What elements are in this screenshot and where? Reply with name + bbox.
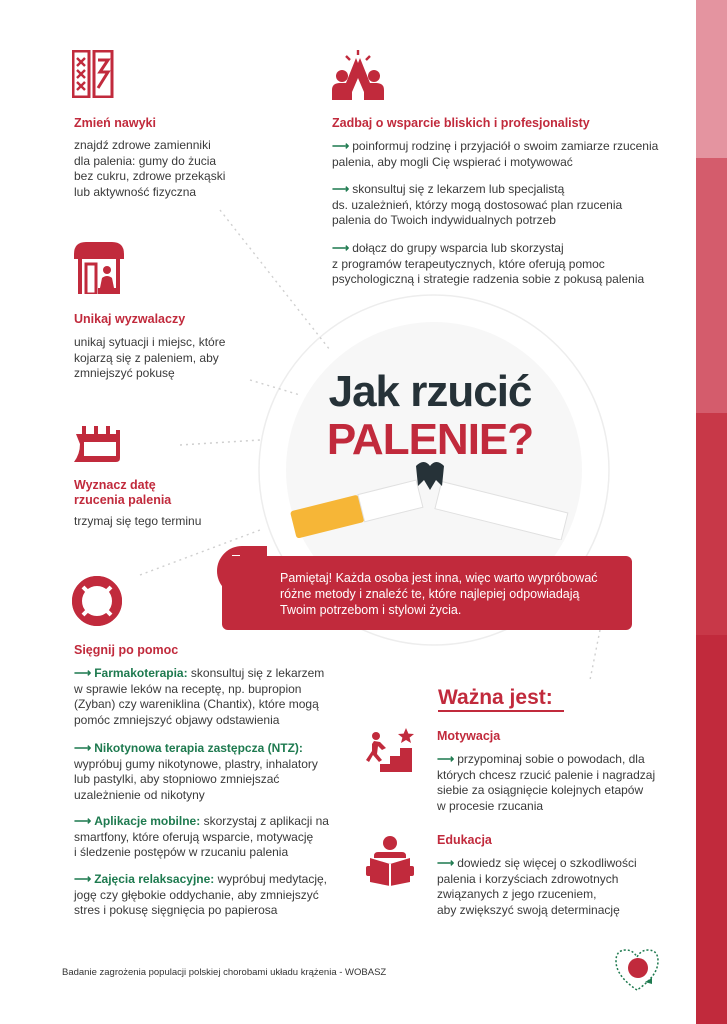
education-heading: Edukacja: [437, 833, 492, 847]
help-item-title: Nikotynowa terapia zastępcza (NTZ):: [94, 741, 303, 755]
broken-cigarette-icon: [286, 458, 576, 540]
info-line: różne metody i znaleźć te, które najlepiej odpowiadają: [280, 587, 580, 601]
motivation-text: [437, 752, 655, 814]
help-line: [74, 872, 327, 888]
high-five-icon: [330, 50, 386, 100]
habits-line: dla palenia: gumy do żucia: [74, 153, 217, 168]
help-line: (Zyban) czy wareniklina (Chantix), które mogą: [74, 697, 319, 711]
info-box: [222, 556, 632, 630]
motivation-line: których chcesz rzucić palenie i nagradzaj: [437, 767, 656, 782]
help-line: wypróbuj gumy nikotynowe, plastry, inhalatory: [74, 756, 318, 771]
sidebar-band-2: [696, 158, 727, 413]
date-heading-line: Wyznacz datę: [74, 478, 156, 492]
lifebuoy-icon: [72, 576, 122, 626]
date-text: trzymaj się tego terminu: [74, 514, 202, 528]
support-item-2: [332, 182, 622, 229]
help-item-3: [74, 814, 329, 861]
support-line: psychologiczną i strategie radzenia sobie z pokusą palenia: [332, 272, 645, 286]
triggers-line: zmniejszyć pokusę: [74, 366, 175, 380]
help-line: [74, 666, 324, 682]
help-item-title: Zajęcia relaksacyjne:: [94, 872, 215, 886]
support-line: [332, 241, 644, 257]
triggers-line: unikaj sytuacji i miejsc, które: [74, 335, 226, 349]
support-line: [332, 139, 658, 155]
education-text-line: dowiedz się więcej o szkodliwości: [457, 856, 637, 870]
help-line: w sprawie leków na receptę, np. bupropion: [74, 681, 302, 696]
help-line: lub pastylki, aby stopniowo zmniejszać: [74, 772, 280, 786]
arrow-icon: ⟶: [74, 872, 92, 886]
support-item-1: [332, 139, 658, 170]
triggers-text: [74, 335, 225, 382]
help-line: uzależnienie od nikotyny: [74, 787, 205, 802]
habits-text: [74, 138, 225, 200]
support-line: z programów terapeutycznych, które oferują pomoc: [332, 256, 605, 271]
motivation-line: w procesie rzucania: [437, 798, 544, 813]
help-item-title: Farmakoterapia:: [94, 666, 188, 680]
support-line: palenia, aby mogli Cię wspierać i motywować: [332, 154, 573, 169]
help-text: wypróbuj medytację,: [214, 872, 328, 886]
date-heading: [74, 478, 171, 508]
help-text: skonsultuj się z lekarzem: [187, 666, 325, 680]
motivation-line: siebie za osiągnięcie kolejnych etapów: [437, 783, 644, 797]
arrow-icon: ⟶: [332, 182, 350, 196]
education-line: palenia i korzyściach zdrowotnych: [437, 871, 619, 886]
heart-logo-icon: [612, 944, 662, 994]
title-line-1: Jak rzucić: [328, 367, 532, 416]
date-heading-line: rzucenia palenia: [74, 493, 172, 507]
calendar-icon: [72, 424, 122, 464]
help-line: [74, 814, 329, 830]
footer-text: Badanie zagrożenia populacji polskiej chorobami układu krążenia - WOBASZ: [62, 967, 387, 978]
info-line: Pamiętaj! Każda osoba jest inna, więc warto wypróbować: [280, 571, 598, 585]
arrow-icon: ⟶: [332, 139, 350, 153]
reading-person-icon: [366, 836, 414, 886]
support-line: ds. uzależnień, którzy mogą dostosować plan rzucenia: [332, 197, 623, 212]
arrow-icon: ⟶: [332, 241, 350, 255]
triggers-line: kojarzą się z paleniem, aby: [74, 350, 219, 365]
page-title: [300, 368, 560, 464]
habits-heading: Zmień nawyki: [74, 116, 156, 130]
arrow-icon: ⟶: [74, 666, 92, 680]
important-heading: Ważna jest:: [438, 686, 553, 709]
gum-icon: [72, 50, 114, 98]
help-item-title: Aplikacje mobilne:: [94, 814, 201, 828]
help-line: pomóc zmniejszyć objawy odstawienia: [74, 712, 280, 727]
info-text: [280, 570, 598, 618]
support-text: poinformuj rodzinę i przyjaciół o swoim zamiarze rzucenia: [352, 139, 659, 153]
help-line: [74, 741, 318, 757]
help-heading: Sięgnij po pomoc: [74, 643, 179, 657]
education-line: aby zwiększyć swoją determinację: [437, 902, 620, 917]
kiosk-icon: [72, 240, 126, 294]
motivation-heading: Motywacja: [437, 729, 501, 743]
arrow-icon: ⟶: [437, 752, 455, 766]
arrow-icon: ⟶: [437, 856, 455, 870]
habits-line: bez cukru, zdrowe przekąski: [74, 169, 226, 183]
habits-line: lub aktywność fizyczna: [74, 184, 197, 199]
help-line: stres i pokusę sięgnięcia po papierosa: [74, 903, 278, 917]
triggers-heading: Unikaj wyzwalaczy: [74, 312, 186, 326]
motivation-line: [437, 752, 655, 768]
help-line: i śledzenie postępów w rzucaniu palenia: [74, 845, 289, 859]
support-line: [332, 182, 622, 198]
support-item-3: [332, 241, 644, 288]
support-text: dołącz do grupy wsparcia lub skorzystaj: [352, 241, 564, 255]
arrow-icon: ⟶: [74, 741, 92, 755]
sidebar-band-1: [696, 0, 727, 158]
info-line: Twoim potrzebom i stylowi życia.: [280, 603, 462, 617]
help-item-4: [74, 872, 327, 919]
stairs-star-icon: [366, 728, 414, 772]
help-item-1: [74, 666, 324, 728]
sidebar-band-4: [696, 635, 727, 1024]
help-line: jogę czy głębokie oddychanie, aby zmniejszyć: [74, 887, 319, 902]
education-text: [437, 856, 637, 918]
support-line: palenia do Twoich indywidualnych potrzeb: [332, 213, 556, 227]
help-line: smartfony, które oferują wsparcie, motywację: [74, 829, 314, 844]
support-text: skonsultuj się z lekarzem lub specjalistą: [352, 182, 565, 196]
education-line: związanych z jego rzuceniem,: [437, 887, 597, 901]
education-line: [437, 856, 637, 872]
decorative-sidebar: [696, 0, 727, 1024]
title-line-2: PALENIE?: [326, 415, 534, 464]
help-text: skorzystaj z aplikacji na: [200, 814, 329, 828]
motivation-text-line: przypominaj sobie o powodach, dla: [457, 752, 645, 766]
sidebar-band-3: [696, 413, 727, 635]
support-heading: Zadbaj o wsparcie bliskich i profesjonalisty: [332, 116, 590, 130]
habits-line: znajdź zdrowe zamienniki: [74, 138, 211, 152]
help-item-2: [74, 741, 318, 803]
important-underline: [438, 710, 564, 712]
arrow-icon: ⟶: [74, 814, 92, 828]
